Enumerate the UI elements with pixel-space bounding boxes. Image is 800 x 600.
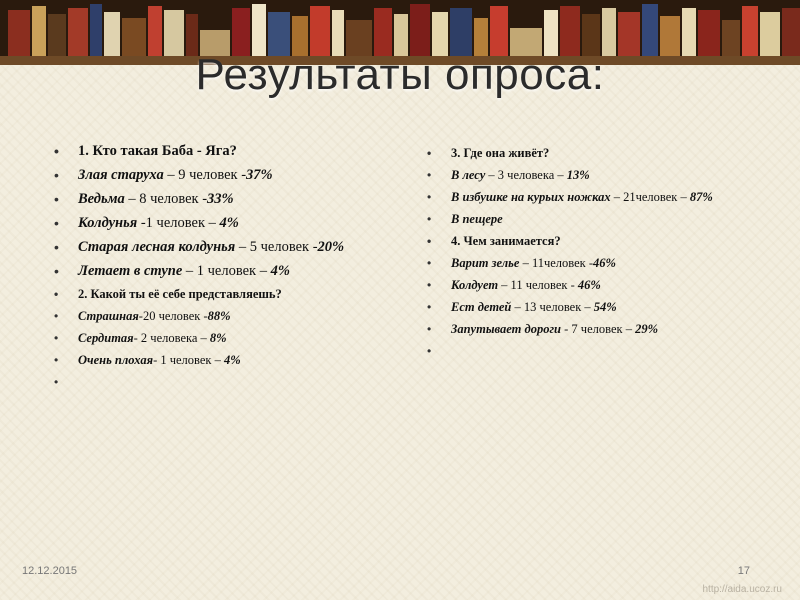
q1-answer: • Летает в ступе – 1 человек – 4% bbox=[52, 262, 372, 281]
q4-answer: • Запутывает дороги - 7 человек – 29% bbox=[425, 321, 765, 337]
empty-bullet bbox=[425, 343, 765, 359]
page-number: 17 bbox=[737, 565, 750, 577]
q4-answer: • Ест детей – 13 человек – 54% bbox=[425, 299, 765, 315]
q3-answer: • В избушке на курьих ножках – 21человек – 87% bbox=[425, 189, 765, 205]
q2-answer: • Страшная-20 человек -88% bbox=[52, 308, 372, 325]
slide-title: Результаты опроса: bbox=[195, 50, 605, 99]
q2-answer: • Очень плохая- 1 человек – 4% bbox=[52, 352, 372, 369]
right-column bbox=[425, 145, 765, 365]
q1-answer: • Старая лесная колдунья – 5 человек -20% bbox=[52, 238, 372, 257]
footer-date: 12.12.2015 bbox=[22, 565, 78, 577]
q1-answer: • Злая старуха – 9 человек -37% bbox=[52, 166, 372, 185]
q4-answer: • Варит зелье – 11человек -46% bbox=[425, 255, 765, 271]
q1-answer: • Ведьма – 8 человек -33% bbox=[52, 190, 372, 209]
watermark: http://aida.ucoz.ru bbox=[702, 584, 782, 595]
q1-question: • 1. Кто такая Баба - Яга? bbox=[52, 142, 372, 161]
q2-question: • 2. Какой ты её себе представляешь? bbox=[52, 286, 372, 303]
q1-answer: • Колдунья -1 человек – 4% bbox=[52, 214, 372, 233]
q3-answer: • В пещере bbox=[425, 211, 765, 227]
q4-question: • 4. Чем занимается? bbox=[425, 233, 765, 249]
q4-answer: • Колдует – 11 человек - 46% bbox=[425, 277, 765, 293]
q2-answer: • Сердитая- 2 человека – 8% bbox=[52, 330, 372, 347]
empty-bullet bbox=[52, 374, 372, 391]
q3-question: • 3. Где она живёт? bbox=[425, 145, 765, 161]
q3-answer: • В лесу – 3 человека – 13% bbox=[425, 167, 765, 183]
left-column bbox=[52, 142, 372, 396]
